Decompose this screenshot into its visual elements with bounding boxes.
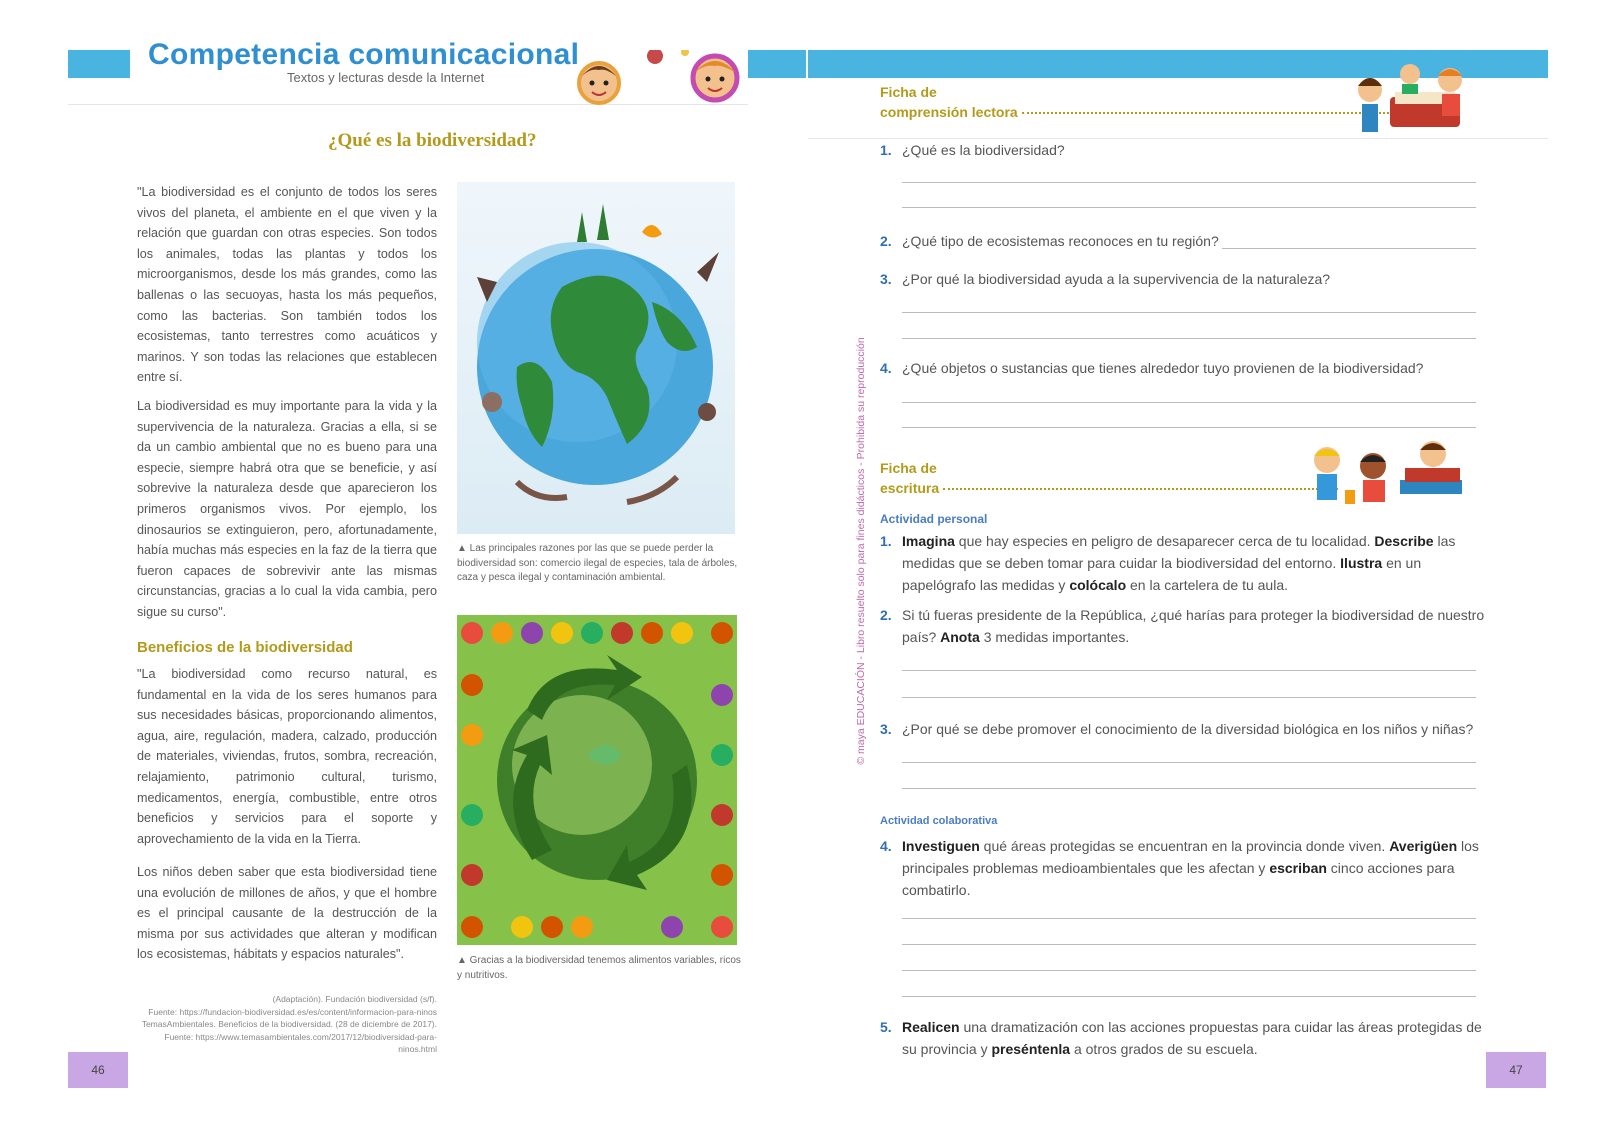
text-run: ¿Por qué se debe promover el conocimiento de la diversidad biológica en los niños y niñas? [902,721,1474,737]
kids-header-illustration [570,50,740,108]
ficha-escritura-heading [880,458,1338,498]
bold-verb: Imagina [902,533,955,549]
answer-line[interactable] [1222,248,1476,249]
bold-verb: Anota [940,629,980,645]
question-text [902,718,1487,740]
answer-line[interactable] [902,788,1476,789]
text-run: en un papelógrafo las medidas y [902,555,1422,593]
answer-line[interactable] [902,762,1476,763]
header-bar-middle [748,50,806,78]
question-number: 1. [880,142,892,158]
answer-line[interactable] [902,182,1476,183]
text-run: una dramatización con las acciones propuestas para cuidar las áreas protegidas de su provincia y [902,1019,1482,1057]
answer-line[interactable] [902,427,1476,428]
text-run: los principales problemas medioambientales que les afectan y [902,838,1479,876]
ficha-comprension-line1: Ficha de [880,84,937,100]
question-number: 5. [880,1019,892,1035]
question-text [902,835,1487,901]
question-text: ¿Qué objetos o sustancias que tienes alrededor tuyo provienen de la biodiversidad? [902,360,1424,376]
question-text [902,1016,1487,1060]
credit-line: (Adaptación). Fundación biodiversidad (s/f). [272,994,437,1004]
activity-collaborative-label: Actividad colaborativa [880,815,998,827]
bold-verb: colócalo [1069,577,1127,593]
paragraph-biodiversity-definition: "La biodiversidad es el conjunto de todos los seres vivos del planeta, el ambiente en el que viven y la relación que guardan con otras especies. Son todos los animales, todas las plantas y todos los microorganismos, desde los más grandes, como las ballenas o las secuoyas, hasta los más pequeños, como las bacterias. Son también todos los ecosistemas, tanto terrestres como acuáticos y marinos. Y son todas las relaciones que establecen entre sí. [137,185,437,385]
text-run: Si tú fueras presidente de la República, ¿qué harías para proteger la biodiversidad de nuestro país? [902,607,1485,645]
vertical-copyright-credit [853,290,869,815]
question-number: 1. [880,533,892,549]
question-text: ¿Qué tipo de ecosistemas reconoces en tu región? [902,233,1219,249]
writing-kids-illustration [1305,440,1475,508]
vertical-credit-text: © maya EDUCACIÓN - Libro resuelto solo para fines didácticos - Prohibida su reproducción [855,337,867,765]
question-number: 3. [880,271,892,287]
answer-line[interactable] [902,402,1476,403]
activity-personal-label: Actividad personal [880,512,988,526]
header-bar-left [68,50,130,78]
answer-line[interactable] [902,944,1476,945]
question-number: 3. [880,721,892,737]
paragraph-biodiversity-importance: La biodiversidad es muy importante para la vida y la supervivencia de la naturaleza. Gracias a ella, si se da un cambio ambiental que no es bueno para una especie, siempre habrá otra que se beneficie, y así sobrevive la naturaleza desde que aparecieron los primeros organismos vivos. Por ejemplo, los dinosaurios se extinguieron, pero, afortunadamente, había muchas más especies en la faz de la tierra que fueron capaces de sobrevivir ante las mismas circunstancias, gracias a lo cual la vida cambia, pero sigue su curso". [137,399,437,619]
text-run: qué áreas protegidas se encuentran en la provincia donde viven. [979,838,1390,854]
text-run: que hay especies en peligro de desaparecer cerca de tu localidad. [954,533,1375,549]
page-number-left: 46 [68,1052,128,1088]
caption-globe: ▲ Las principales razones por las que se puede perder la biodiversidad son: comercio ilegal de especies, tala de árboles, caza y pesca ilegal y contaminación ambiental. [457,543,738,583]
ficha-comprension-heading [880,82,1397,122]
credit-line: ninos.html [398,1044,437,1054]
page-title: ¿Qué es la biodiversidad? [328,130,537,151]
text-run: a otros grados de su escuela. [1070,1041,1258,1057]
credit-line: Fuente: https://fundacion-biodiversidad.es/es/content/informacion-para-ninos [148,1006,437,1017]
globe-biodiversity-image [457,182,735,534]
answer-line[interactable] [902,918,1476,919]
paragraph-children-knowledge: Los niños deben saber que esta biodiversidad tiene una evolución de millones de años, y que el hombre es el principal causante de la destrucción de la misma por sus actividades que alteran y modifican los ecosistemas, hábitats y espacios naturales". [137,865,437,962]
bold-verb: Realicen [902,1019,960,1035]
bold-verb: preséntenla [991,1041,1071,1057]
question-text: ¿Por qué la biodiversidad ayuda a la supervivencia de la naturaleza? [902,271,1331,287]
question-text [902,530,1487,596]
answer-line[interactable] [902,996,1476,997]
source-credits [137,993,437,1056]
bold-verb: Investiguen [902,838,980,854]
answer-line[interactable] [902,207,1476,208]
answer-line[interactable] [902,970,1476,971]
answer-line[interactable] [902,338,1476,339]
question-text [902,604,1487,648]
question-number: 2. [880,607,892,623]
credit-line: TemasAmbientales. Beneficios de la biodiversidad. (28 de diciembre de 2017). [141,1019,437,1029]
text-run: las medidas que se deben tomar para cuidar la biodiversidad del entorno. [902,533,1456,571]
recycle-earth-fruits-image [457,615,737,945]
paragraph-benefits: "La biodiversidad como recurso natural, es fundamental en la vida de los seres humanos para sus necesidades básicas, proporcionando alimentos, agua, aire, regulación, madera, calzado, producción de materiales, viviendas, frutos, sombra, recreación, relajamiento, patrimonio cultural, turismo, medicamentos, energía, combustible, entre otros beneficios y servicios para el soporte y aprovechamiento de la vida en la Tierra. [137,667,437,846]
bold-verb: Describe [1374,533,1434,549]
question-number: 4. [880,360,892,376]
subheading-benefits: Beneficios de la biodiversidad [137,639,353,656]
page-number-right: 47 [1486,1052,1546,1088]
bold-verb: Ilustra [1340,555,1383,571]
caption-recycle: ▲ Gracias a la biodiversidad tenemos alimentos variables, ricos y nutritivos. [457,955,741,981]
question-number: 2. [880,233,892,249]
text-run: cinco acciones para combatirlo. [902,860,1455,898]
section-title: Competencia comunicacional [148,38,580,71]
reading-kids-illustration [1350,62,1475,142]
credit-line: Fuente: https://www.temasambientales.com/2017/12/biodiversidad-para- [164,1031,437,1042]
bold-verb: escriban [1269,860,1327,876]
text-run: 3 medidas importantes. [979,629,1130,645]
ficha-escritura-line1: Ficha de [880,460,937,476]
answer-line[interactable] [902,312,1476,313]
ficha-escritura-line2: escritura [880,480,940,496]
bold-verb: Averigüen [1389,838,1458,854]
answer-line[interactable] [902,670,1476,671]
question-text: ¿Qué es la biodiversidad? [902,142,1065,158]
text-run: en la cartelera de tu aula. [1126,577,1289,593]
section-subtitle: Textos y lecturas desde la Internet [287,70,485,85]
dotted-rule [943,488,1338,490]
question-number: 4. [880,838,892,854]
dotted-rule [1022,112,1397,114]
ficha-comprension-line2: comprensión lectora [880,104,1018,120]
answer-line[interactable] [902,697,1476,698]
